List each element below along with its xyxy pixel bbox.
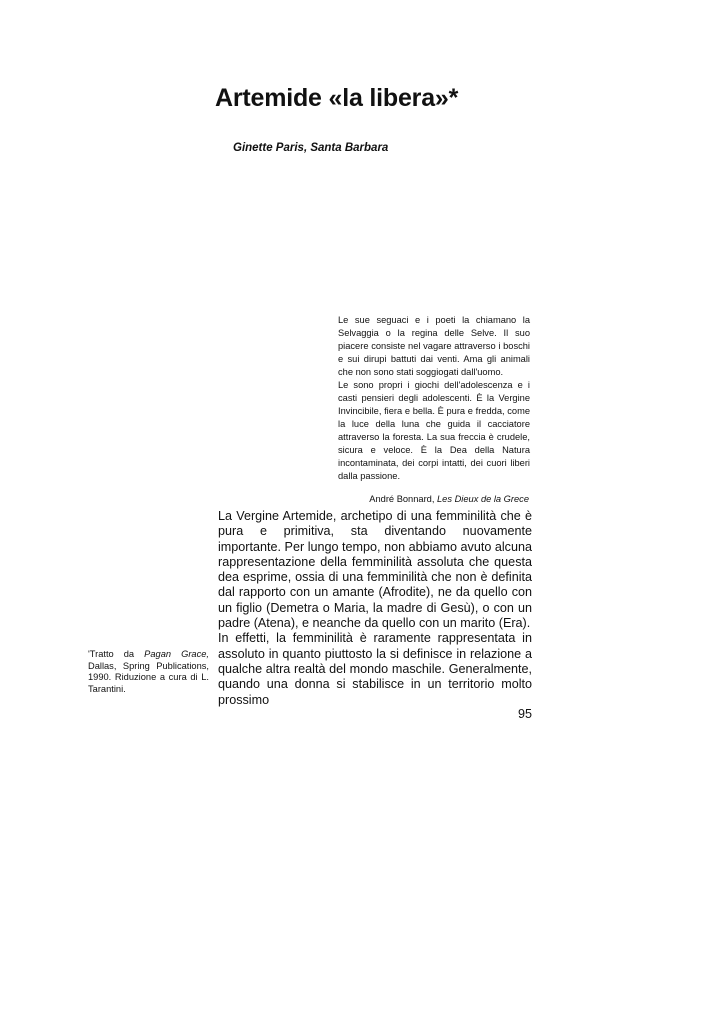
article-title: Artemide «la libera»* — [215, 84, 459, 112]
footnote — [88, 649, 209, 696]
article-body — [218, 509, 532, 708]
epigraph-paragraph: Le sono propri i giochi dell'adolescenza e i casti pensieri degli adolescenti. È la Vergine Invincibile, fiera e bella. È pura e fredda, come la luce della luna che guida il cacciatore attraverso la foresta. La sua freccia è crudele, sicura e veloce. È la Dea della Natura incontaminata, dei corpi intatti, dei cuori liberi dalla passione. — [338, 380, 530, 481]
page-number: 95 — [517, 707, 532, 721]
body-paragraph: In effetti, la femminilità è raramente rappresentata in assoluto in quanto piuttosto la si definisce in relazione a qualche altra realtà del mondo maschile. Generalmente, quando una donna si stabilisce in un territorio molto prossimo — [218, 631, 532, 707]
article-author: Ginette Paris, Santa Barbara — [233, 142, 389, 154]
epigraph — [338, 314, 530, 483]
body-paragraph: La Vergine Artemide, archetipo di una femminilità che è pura e primitiva, sta diventando nuovamente importante. Per lungo tempo, non abbiamo avuto alcuna rappresentazione della femminilità assoluta che questa dea esprime, ossia di una femminilità che non è definita dal rapporto con un amante (Afrodite), ne da quello con un figlio (Demetra o Maria, la madre di Gesù), o con un padre (Atena), e neanche da quello con un marito (Era). — [218, 509, 532, 631]
attribution-author: André Bonnard, — [369, 494, 435, 504]
footnote-source-title: Pagan Grace, — [144, 649, 209, 659]
footnote-lead: 'Tratto da — [88, 649, 135, 659]
epigraph-paragraph: Le sue seguaci e i poeti la chiamano la Selvaggia o la regina delle Selve. Il suo piacere consiste nel vagare attraverso i boschi e sui dirupi battuti dai venti. Ama gli animali che non sono stati soggiogati dall'uomo. — [338, 315, 530, 377]
footnote-details: Dallas, Spring Publications, 1990. Riduzione a cura di L. Tarantini. — [88, 660, 209, 695]
attribution-work: Les Dieux de la Grece — [437, 494, 529, 504]
epigraph-attribution — [300, 494, 529, 504]
